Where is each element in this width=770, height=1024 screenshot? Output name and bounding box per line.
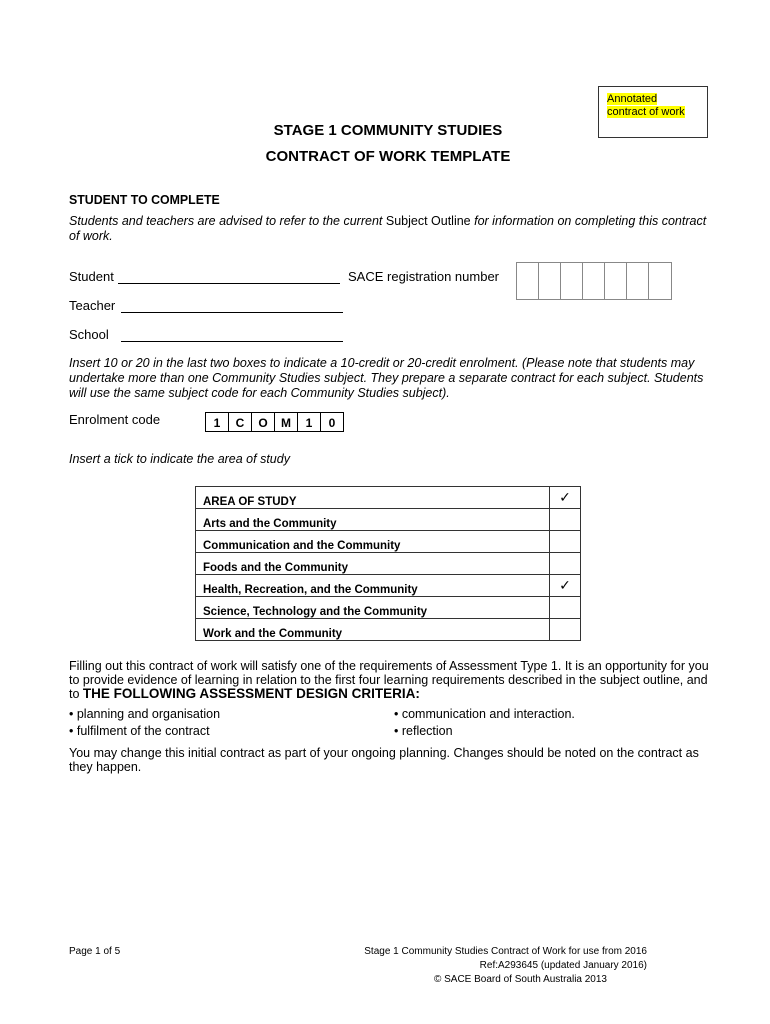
teacher-field[interactable] (121, 311, 343, 313)
criteria-item: • communication and interaction. (394, 707, 575, 721)
area-label: Communication and the Community (196, 531, 550, 553)
table-header-row (196, 487, 581, 509)
intro-text: Students and teachers are advised to refer to the current Subject Outline for information on completing this contract of work. (69, 214, 707, 243)
tick-cell[interactable] (550, 597, 581, 619)
code-box: 1 (298, 413, 321, 431)
annotation-text: Annotated contract of work (607, 93, 685, 118)
sace-registration-boxes[interactable] (516, 262, 672, 300)
table-row (196, 619, 581, 641)
student-field[interactable] (118, 282, 340, 284)
area-label: Science, Technology and the Community (196, 597, 550, 619)
footer-line-1: Stage 1 Community Studies Contract of Work for use from 2016 (364, 946, 647, 957)
tick-cell[interactable]: ✓ (550, 575, 581, 597)
criteria-item: • planning and organisation (69, 707, 221, 721)
check-icon: ✓ (550, 487, 581, 509)
tick-cell[interactable] (550, 619, 581, 641)
page-subtitle: CONTRACT OF WORK TEMPLATE (265, 148, 511, 165)
subject-outline-ref: Subject Outline (385, 214, 471, 228)
section-heading: STUDENT TO COMPLETE (69, 192, 220, 207)
criteria-heading: THE FOLLOWING ASSESSMENT DESIGN CRITERIA: (82, 686, 420, 701)
area-label: Work and the Community (196, 619, 550, 641)
table-header: AREA OF STUDY (196, 487, 550, 509)
assessment-paragraph: Filling out this contract of work will satisfy one of the requirements of Assessment Type 1. It is an opportunity for you to provide evidence of learning in relation to the first four learning requirements described in the subject outline, and to THE FOLLOWING ASSESSMENT DESIGN CRITERIA: (69, 659, 709, 701)
page-number: Page 1 of 5 (69, 946, 121, 957)
criteria-item: • reflection (394, 724, 453, 738)
enrolment-code-label: Enrolment code (69, 412, 161, 427)
table-row (196, 531, 581, 553)
area-of-study-table (195, 486, 581, 641)
tick-instruction: Insert a tick to indicate the area of study (69, 452, 290, 466)
table-row (196, 597, 581, 619)
tick-cell[interactable] (550, 553, 581, 575)
school-field[interactable] (121, 340, 343, 342)
tick-cell[interactable] (550, 509, 581, 531)
area-label: Arts and the Community (196, 509, 550, 531)
footer-line-2: Ref:A293645 (updated January 2016) (479, 960, 647, 971)
code-box: 1 (206, 413, 229, 431)
page-title: STAGE 1 COMMUNITY STUDIES (273, 122, 503, 139)
table-row (196, 575, 581, 597)
table-row (196, 509, 581, 531)
enrolment-note: Insert 10 or 20 in the last two boxes to indicate a 10-credit or 20-credit enrolment. (Please note that students may undertake more than one Community Studies subject. They prepare a separate contract for each subject. Students will use the same subject code for each Community Studies subject). (69, 356, 704, 400)
teacher-label: Teacher (69, 298, 116, 313)
student-label: Student (69, 269, 114, 284)
enrolment-code-boxes[interactable] (205, 412, 344, 432)
area-label: Health, Recreation, and the Community (196, 575, 550, 597)
school-label: School (69, 327, 109, 342)
change-note: You may change this initial contract as part of your ongoing planning. Changes should be noted on the contract as they happen. (69, 746, 699, 774)
code-box: 0 (328, 416, 336, 430)
tick-cell[interactable] (550, 531, 581, 553)
criteria-item: • fulfilment of the contract (69, 724, 210, 738)
area-label: Foods and the Community (196, 553, 550, 575)
code-box: M (275, 413, 298, 431)
code-box: O (252, 413, 275, 431)
footer-line-3: © SACE Board of South Australia 2013 (433, 974, 607, 985)
code-box: C (229, 413, 252, 431)
table-row (196, 553, 581, 575)
sace-label: SACE registration number (348, 269, 500, 284)
